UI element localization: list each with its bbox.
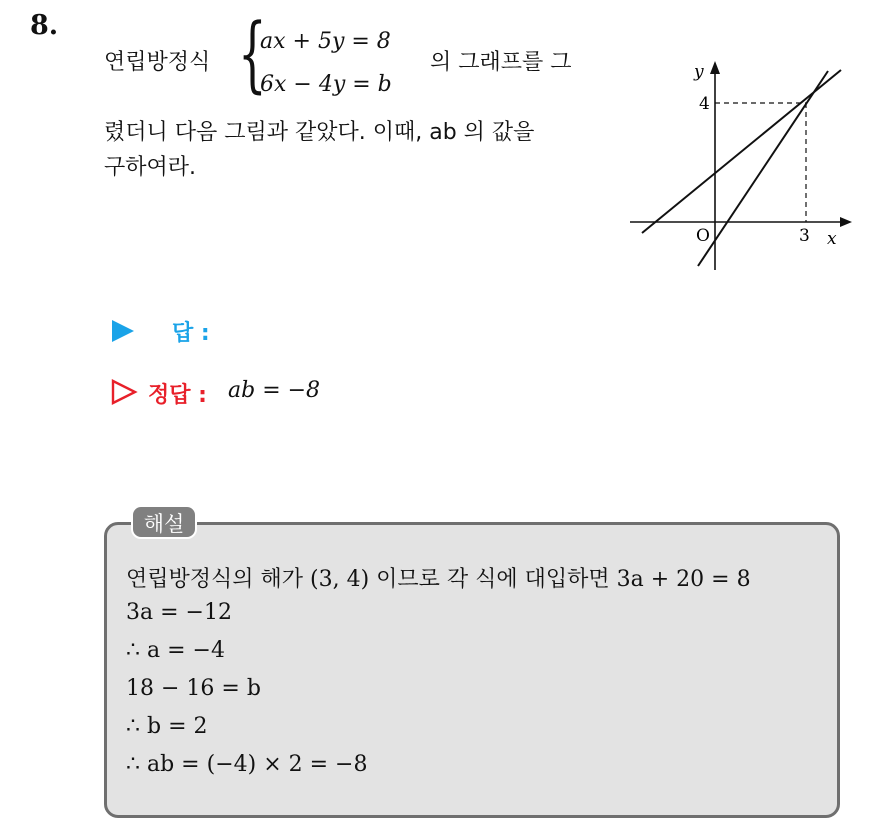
origin-label: O xyxy=(696,226,710,246)
question-number: 8. xyxy=(30,10,59,41)
question-line-2: 렸더니 다음 그림과 같았다. 이때, ab 의 값을 xyxy=(104,120,535,145)
solution-line-1: 연립방정식의 해가 (3, 4) 이므로 각 식에 대입하면 3a + 20 = 8 xyxy=(126,567,751,592)
equation-2: 6x − 4y = b xyxy=(260,72,392,97)
y-axis-arrow-icon xyxy=(710,61,720,74)
question-text-after: 의 그래프를 그 xyxy=(430,50,572,75)
x-axis-label: x xyxy=(827,229,837,249)
answer-marker-icon xyxy=(110,318,136,344)
solution-line-3: ∴ a = −4 xyxy=(126,638,225,663)
linear-system-graph xyxy=(620,55,860,275)
y-axis-label: y xyxy=(694,62,704,82)
solution-tab: 해설 xyxy=(131,505,197,539)
solution-line-4: 18 − 16 = b xyxy=(126,676,261,701)
system-brace: { xyxy=(238,7,267,102)
correct-marker-icon xyxy=(110,378,138,406)
y-tick-label: 4 xyxy=(699,94,710,114)
solution-line-2: 3a = −12 xyxy=(126,600,232,625)
equation-1: ax + 5y = 8 xyxy=(260,29,391,54)
graph-line-1 xyxy=(642,70,841,233)
question-intro: 연립방정식 xyxy=(104,50,211,75)
answer-label: 답 : xyxy=(172,321,210,346)
x-axis-arrow-icon xyxy=(840,217,852,227)
correct-value: ab = −8 xyxy=(228,378,321,403)
question-line-3: 구하여라. xyxy=(104,155,197,180)
correct-label: 정답 : xyxy=(148,383,207,408)
solution-line-6: ∴ ab = (−4) × 2 = −8 xyxy=(126,752,368,777)
x-tick-label: 3 xyxy=(799,226,810,246)
solution-line-5: ∴ b = 2 xyxy=(126,714,208,739)
